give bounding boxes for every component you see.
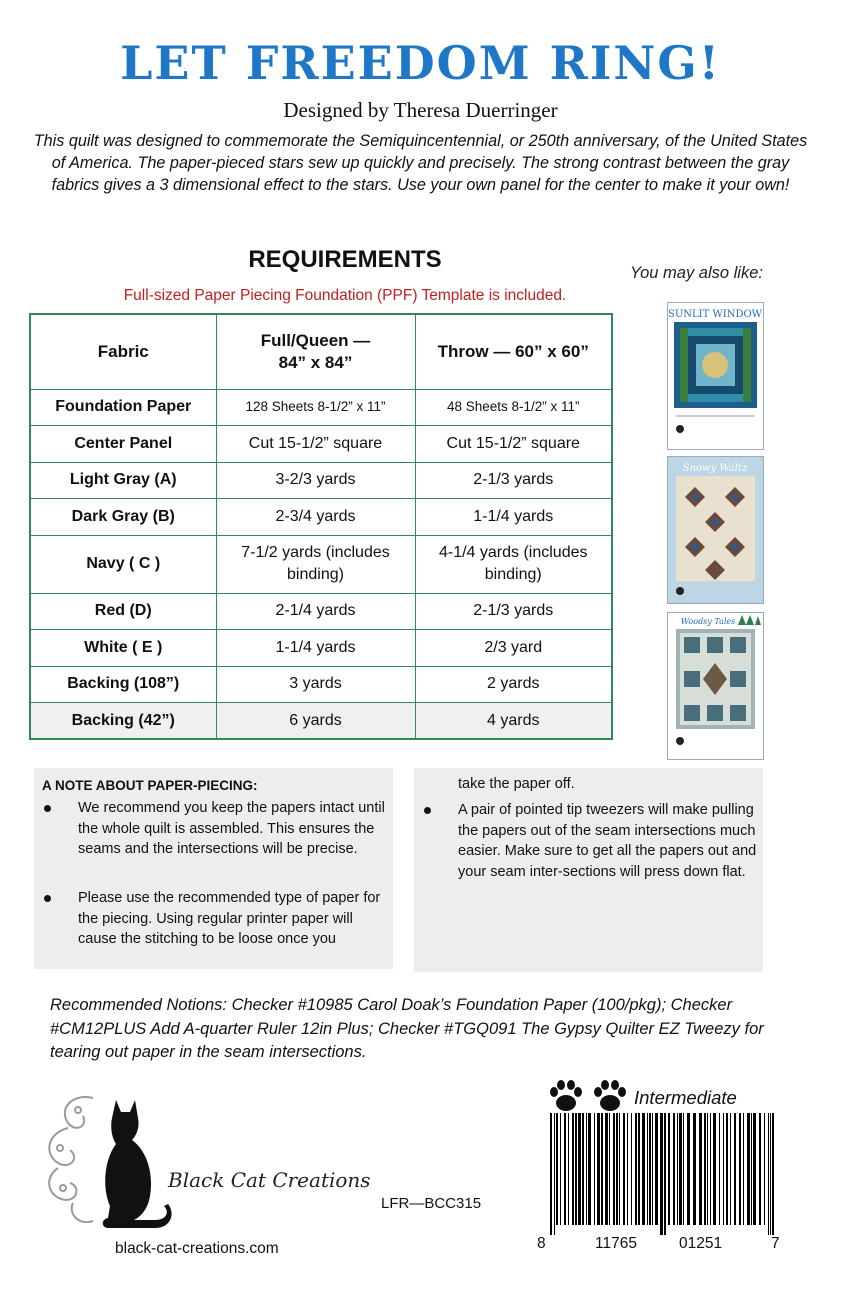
barcode-bar bbox=[699, 1113, 702, 1225]
pattern-title: LET FREEDOM RING! bbox=[120, 36, 721, 90]
bullet-icon bbox=[44, 805, 51, 812]
barcode-bar bbox=[710, 1113, 711, 1225]
barcode-bar bbox=[594, 1113, 595, 1225]
note-bullet-3: A pair of pointed tip tweezers will make pulling the papers out of the seam intersections much easier. Make sure to get all the papers out and your seam inter-sections will press down flat. bbox=[458, 802, 757, 880]
barcode-bar bbox=[605, 1113, 608, 1225]
throw-cell: Cut 15-1/2” square bbox=[415, 426, 612, 463]
barcode-bar bbox=[647, 1113, 648, 1225]
fabric-cell: Dark Gray (B) bbox=[30, 499, 216, 536]
barcode-bar bbox=[578, 1113, 581, 1225]
table-row bbox=[30, 389, 612, 426]
table-row bbox=[30, 593, 612, 630]
col-header-fabric: Fabric bbox=[30, 314, 216, 389]
fabric-cell: Backing (108”) bbox=[30, 666, 216, 703]
full-cell: 6 yards bbox=[216, 703, 415, 740]
barcode-bar bbox=[713, 1113, 716, 1225]
barcode-bar bbox=[554, 1113, 555, 1235]
requirements-table bbox=[29, 313, 613, 740]
note-heading: A NOTE ABOUT PAPER-PIECING: bbox=[42, 778, 258, 793]
table-row bbox=[30, 426, 612, 463]
barcode-digits-right: 01251 bbox=[679, 1235, 723, 1252]
barcode-bar bbox=[664, 1113, 666, 1235]
template-included-note: Full-sized Paper Piecing Foundation (PPF) Template is included. bbox=[123, 287, 567, 304]
barcode-bar bbox=[770, 1113, 771, 1235]
barcode-bar bbox=[638, 1113, 640, 1225]
full-cell: 3-2/3 yards bbox=[216, 462, 415, 499]
barcode-bar bbox=[642, 1113, 645, 1225]
also-like-label: You may also like: bbox=[630, 264, 763, 282]
barcode-bar bbox=[597, 1113, 600, 1225]
note-bullet-2: Please use the recommended type of paper for the piecing. Using regular printer paper will cause the stitching to be loose once you bbox=[78, 890, 381, 947]
barcode-bar bbox=[739, 1113, 741, 1225]
barcode-bar bbox=[772, 1113, 774, 1235]
requirements-heading: REQUIREMENTS bbox=[248, 246, 442, 273]
throw-cell: 2-1/3 yards bbox=[415, 593, 612, 630]
designer-byline: Designed by Theresa Duerringer bbox=[283, 98, 558, 122]
barcode-bar bbox=[743, 1113, 744, 1225]
full-cell: 128 Sheets 8-1/2” x 11” bbox=[216, 389, 415, 426]
barcode-bar bbox=[564, 1113, 566, 1225]
thumbnail-title: SUNLIT WINDOW bbox=[668, 309, 762, 320]
fabric-cell: Light Gray (A) bbox=[30, 462, 216, 499]
barcode-bar bbox=[683, 1113, 684, 1225]
skill-level: Intermediate bbox=[634, 1087, 737, 1108]
barcode-bar bbox=[726, 1113, 728, 1225]
table-row bbox=[30, 535, 612, 593]
throw-cell: 4-1/4 yards (includes binding) bbox=[415, 535, 612, 593]
throw-cell: 4 yards bbox=[415, 703, 612, 740]
barcode-bar bbox=[687, 1113, 690, 1225]
barcode-bar bbox=[768, 1113, 769, 1235]
bullet-icon bbox=[44, 895, 51, 902]
table-row bbox=[30, 462, 612, 499]
paper-piecing-note-left bbox=[34, 768, 393, 969]
thumbnail-title: Snowy Waltz bbox=[682, 463, 748, 474]
note-bullet-1: We recommend you keep the papers intact until the whole quilt is assembled. This ensures the seams and the intersections will be precise. bbox=[78, 800, 385, 857]
thumbnail-woodsy-tales[interactable] bbox=[667, 612, 764, 760]
thumbnail-title: Woodsy Tales bbox=[680, 617, 736, 626]
intro-paragraph: This quilt was designed to commemorate the Semiquincentennial, or 250th anniversary, of the United States of America. The paper-pieced stars sew up quickly and precisely. The strong contrast between the gray fabrics gives a 3 dimensional effect to the stars. Use your own panel for the center to make it your own! bbox=[33, 132, 808, 194]
throw-cell: 2 yards bbox=[415, 666, 612, 703]
barcode-bar bbox=[693, 1113, 696, 1225]
throw-cell: 1-1/4 yards bbox=[415, 499, 612, 536]
full-cell: 2-3/4 yards bbox=[216, 499, 415, 536]
table-row bbox=[30, 703, 612, 740]
paw-icon bbox=[592, 1078, 628, 1114]
col-header-throw: Throw — 60” x 60” bbox=[415, 314, 612, 389]
barcode-digits-left: 11765 bbox=[595, 1235, 637, 1252]
throw-cell: 48 Sheets 8-1/2” x 11” bbox=[415, 389, 612, 426]
barcode-bar bbox=[575, 1113, 577, 1225]
bullet-icon bbox=[424, 807, 431, 814]
table-row bbox=[30, 499, 612, 536]
throw-cell: 2/3 yard bbox=[415, 630, 612, 667]
barcode-bar bbox=[616, 1113, 618, 1225]
barcode-bar bbox=[719, 1113, 720, 1225]
barcode-bar bbox=[619, 1113, 620, 1225]
barcode-bar bbox=[588, 1113, 591, 1225]
fabric-cell: Red (D) bbox=[30, 593, 216, 630]
black-cat-logo-icon bbox=[38, 1088, 198, 1233]
barcode-bar bbox=[764, 1113, 765, 1225]
full-cell: Cut 15-1/2” square bbox=[216, 426, 415, 463]
barcode-bar bbox=[635, 1113, 637, 1225]
thumbnail-sunlit-window[interactable] bbox=[667, 302, 764, 450]
barcode-bar bbox=[582, 1113, 584, 1225]
paper-piecing-note-right bbox=[414, 768, 763, 972]
barcode-bar bbox=[568, 1113, 569, 1225]
barcode-bar bbox=[660, 1113, 663, 1235]
pattern-sku: LFR—BCC315 bbox=[381, 1195, 482, 1212]
paw-icon bbox=[548, 1078, 584, 1114]
barcode-bar bbox=[550, 1113, 552, 1235]
barcode-bar bbox=[631, 1113, 632, 1225]
barcode-bar bbox=[673, 1113, 675, 1225]
throw-cell: 2-1/3 yards bbox=[415, 462, 612, 499]
barcode-digit-end: 7 bbox=[771, 1235, 780, 1252]
barcode-bar bbox=[679, 1113, 682, 1225]
barcode-bar bbox=[572, 1113, 574, 1225]
col-header-full-queen: Full/Queen — 84” x 84” bbox=[216, 314, 415, 389]
barcode-bar bbox=[759, 1113, 761, 1225]
barcode-digit-start: 8 bbox=[537, 1235, 546, 1252]
barcode-bar bbox=[723, 1113, 724, 1225]
barcode-bar bbox=[601, 1113, 603, 1225]
barcode-bar bbox=[677, 1113, 678, 1225]
barcode-bar bbox=[734, 1113, 736, 1225]
full-cell: 3 yards bbox=[216, 666, 415, 703]
barcode-bar bbox=[609, 1113, 610, 1225]
barcode-bar bbox=[753, 1113, 756, 1225]
barcode-bar bbox=[668, 1113, 670, 1225]
barcode-bar bbox=[613, 1113, 615, 1225]
barcode-bar bbox=[586, 1113, 587, 1225]
barcode-bar bbox=[747, 1113, 750, 1225]
barcode-bar bbox=[627, 1113, 628, 1225]
note-bullet-2-continued: take the paper off. bbox=[458, 776, 575, 792]
barcode-bar bbox=[560, 1113, 561, 1225]
barcode-bar bbox=[655, 1113, 658, 1225]
thumbnail-snowy-waltz[interactable] bbox=[667, 456, 764, 604]
barcode-bar bbox=[652, 1113, 653, 1225]
barcode-bar bbox=[556, 1113, 558, 1225]
full-cell: 7-1/2 yards (includes binding) bbox=[216, 535, 415, 593]
fabric-cell: Backing (42”) bbox=[30, 703, 216, 740]
fabric-cell: Center Panel bbox=[30, 426, 216, 463]
barcode-bar bbox=[649, 1113, 651, 1225]
barcode-bar bbox=[623, 1113, 625, 1225]
recommended-notions: Recommended Notions: Checker #10985 Carol Doak’s Foundation Paper (100/pkg); Checker #CM12PLUS Add A-quarter Ruler 12in Plus; Checker #TGQ091 The Gypsy Quilter EZ Tweezy for tearing out paper in the seam intersections. bbox=[50, 996, 764, 1061]
barcode-bar bbox=[730, 1113, 731, 1225]
fabric-cell: Navy ( C ) bbox=[30, 535, 216, 593]
barcode-bar bbox=[707, 1113, 708, 1225]
table-row bbox=[30, 666, 612, 703]
table-row bbox=[30, 630, 612, 667]
barcode-bar bbox=[751, 1113, 752, 1225]
fabric-cell: White ( E ) bbox=[30, 630, 216, 667]
barcode-bar bbox=[704, 1113, 706, 1225]
fabric-cell: Foundation Paper bbox=[30, 389, 216, 426]
website-link[interactable]: black-cat-creations.com bbox=[115, 1240, 279, 1257]
brand-name: Black Cat Creations bbox=[168, 1168, 371, 1192]
full-cell: 1-1/4 yards bbox=[216, 630, 415, 667]
full-cell: 2-1/4 yards bbox=[216, 593, 415, 630]
barcode-icon bbox=[548, 1113, 778, 1235]
